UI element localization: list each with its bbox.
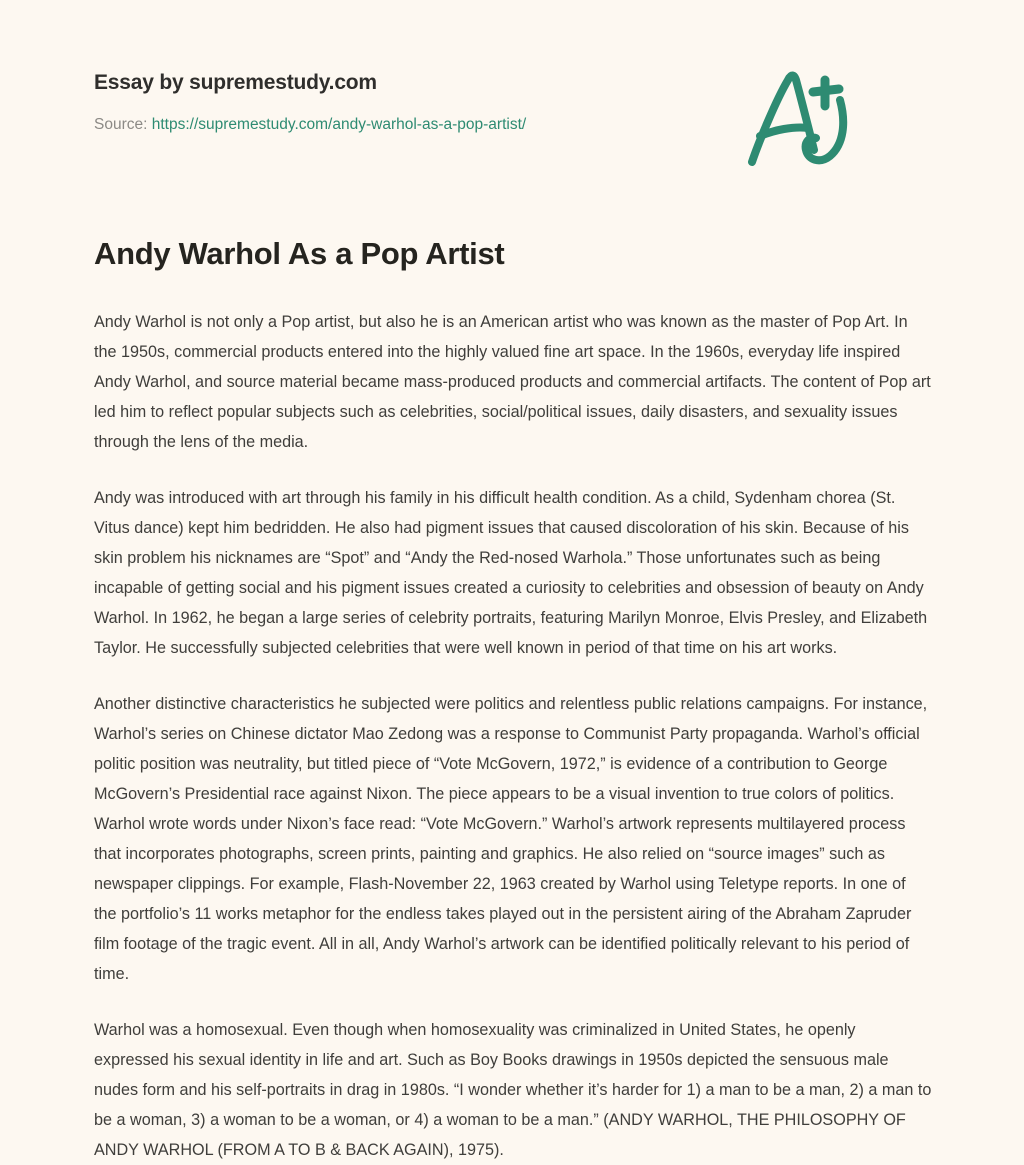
page-header bbox=[94, 0, 930, 135]
essay-body bbox=[94, 274, 932, 1165]
paragraph: Andy Warhol is not only a Pop artist, but also he is an American artist who was known as the master of Pop Art. In the 1950s, commercial products entered into the highly valued fine art space. In the 1960s, everyday life inspired Andy Warhol, and source material became mass-produced products and commercial artifacts. The content of Pop art led him to reflect popular subjects such as celebrities, social/political issues, daily disasters, and sexuality issues through the lens of the media. bbox=[94, 313, 931, 452]
paragraph: Another distinctive characteristics he subjected were politics and relentless public relations campaigns. For instance, Warhol’s series on Chinese dictator Mao Zedong was a response to Communist Party propaganda. Warhol’s official politic position was neutrality, but titled piece of “Vote McGovern, 1972,” is evidence of a contribution to George McGovern’s Presidential race against Nixon. The piece appears to be a visual invention to true colors of politics. Warhol wrote words under Nixon’s face read: “Vote McGovern.” Warhol’s artwork represents multilayered process that incorporates photographs, screen prints, painting and graphics. He also relied on “source images” such as newspaper clippings. For example, Flash-November 22, 1963 created by Warhol using Teletype reports. In one of the portfolio’s 11 works metaphor for the endless takes played out in the persistent airing of the Abraham Zapruder film footage of the tragic event. All in all, Andy Warhol’s artwork can be identified politically relevant to his period of time. bbox=[94, 695, 928, 984]
essay-byline: Essay by supremestudy.com bbox=[94, 71, 377, 94]
source-url-link[interactable]: https://supremestudy.com/andy-warhol-as-a-pop-artist/ bbox=[151, 116, 527, 134]
page-title: Andy Warhol As a Pop Artist bbox=[94, 236, 505, 272]
paragraph: Warhol was a homosexual. Even though when homosexuality was criminalized in United States, he openly expressed his sexual identity in life and art. Such as Boy Books drawings in 1950s depicted the sensuous male nudes form and his self-portraits in drag in 1980s. “I wonder whether it’s harder for 1) a man to be a man, 2) a man to be a woman, 3) a woman to be a woman, or 4) a woman to be a man.” (ANDY WARHOL, THE PHILOSOPHY OF ANDY WARHOL (FROM A TO B & BACK AGAIN), 1975). bbox=[94, 1021, 932, 1160]
source-label: Source: bbox=[94, 116, 148, 134]
aplus-logo-icon[interactable] bbox=[736, 62, 856, 172]
paragraph: Andy was introduced with art through his family in his difficult health condition. As a child, Sydenham chorea (St. Vitus dance) kept him bedridden. He also had pigment issues that caused discoloration of his skin. Because of his skin problem his nicknames are “Spot” and “Andy the Red-nosed Warhola.” Those unfortunates such as being incapable of getting social and his pigment issues created a curiosity to celebrities and obsession of beauty on Andy Warhol. In 1962, he began a large series of celebrity portraits, featuring Marilyn Monroe, Elvis Presley, and Elizabeth Taylor. He successfully subjected celebrities that were well known in period of that time on his art works. bbox=[94, 489, 928, 658]
